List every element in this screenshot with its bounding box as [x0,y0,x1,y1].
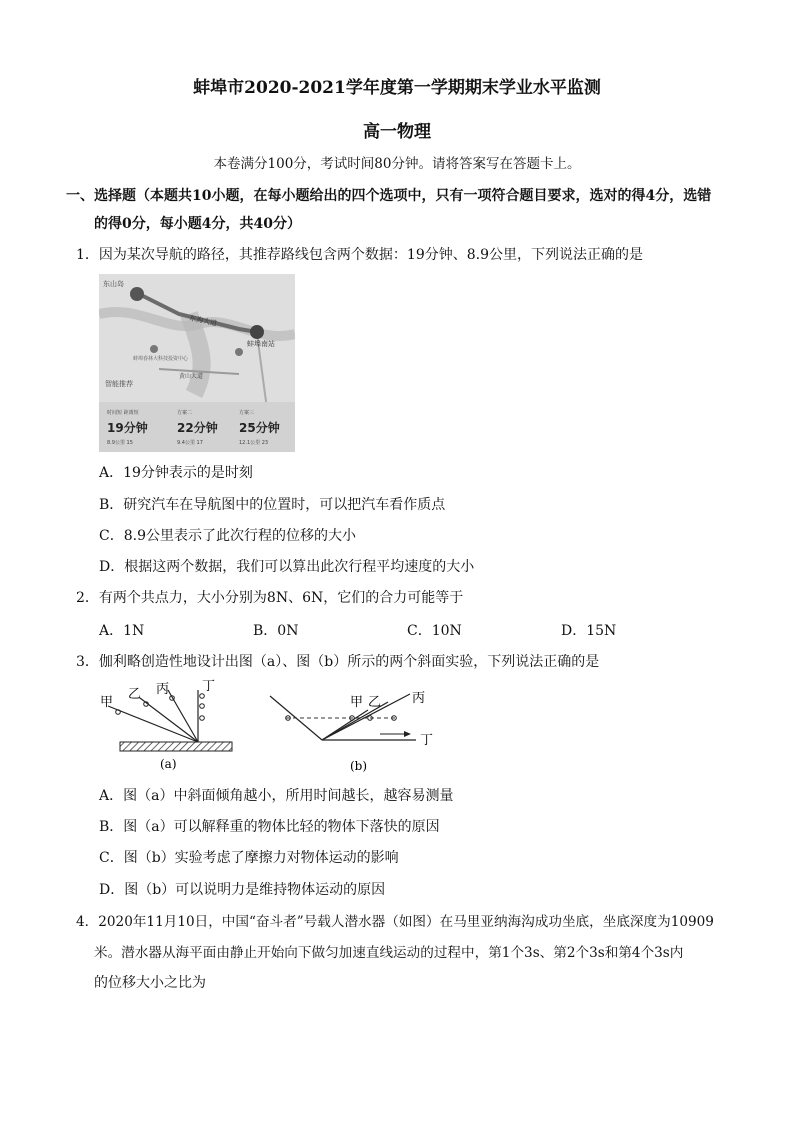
plan2-tag: 方案二 [177,410,193,416]
plan1-tag: 时间短 距离短 [107,410,139,416]
q4-line2: 米。潜水器从海平面由静止开始向下做匀加速直线运动的过程中，第1个3s、第2个3s和第4个3s内 [94,945,684,961]
q2-option-d: D．15N [561,623,617,639]
exam-subtitle: 高一物理 [363,122,431,142]
map-label-road: 东海大道 [188,314,218,328]
label-ding-b: 丁 [420,733,434,748]
plan1-time: 19分钟 [107,421,148,435]
start-pin-icon [130,287,144,301]
plan2-info: 9.4公里 17 [177,440,203,446]
plan2-time: 22分钟 [177,421,218,435]
poi-marker-icon-2 [235,348,243,356]
map-label-start: 东山岛 [103,280,124,288]
q4-line1: 4．2020年11月10日，中国“奋斗者”号载人潜水器（如图）在马里亚纳海沟成功坐底，坐底深度为10909 [76,914,714,930]
section-heading-line2: 的得0分，每小题4分，共40分） [94,216,301,232]
q4-line3: 的位移大小之比为 [94,975,206,991]
q3-option-a: A．图（a）中斜面倾角越小，所用时间越长，越容易测量 [99,788,454,804]
caption-b: (b) [350,759,368,773]
section-heading-line1: 一、选择题（本题共10小题，在每小题给出的四个选项中，只有一项符合题目要求，选对的得4分，选错 [66,188,712,204]
plan3-time: 25分钟 [239,421,280,435]
navigation-map-figure [99,274,295,452]
q2-stem: 2．有两个共点力，大小分别为8N、6N，它们的合力可能等于 [76,590,464,606]
map-label-poi2: 黄山大道 [179,373,204,380]
poi-marker-icon [150,345,158,353]
exam-note: 本卷满分100分，考试时间80分钟。请将答案写在答题卡上。 [213,156,581,172]
q2-option-b: B．0N [253,623,299,639]
label-bing-a: 丙 [156,682,170,697]
q2-option-a: A．1N [99,623,145,639]
destination-pin-icon [250,325,264,339]
plan1-info: 8.9公里 15 [107,440,133,446]
incline-jia-b [322,710,368,740]
q1-option-b: B．研究汽车在导航图中的位置时，可以把汽车看作质点 [99,497,446,513]
exam-title: 蚌埠市2020-2021学年度第一学期期末学业水平监测 [193,78,601,98]
label-yi-a: 乙 [128,687,142,702]
plan3-info: 12.1公里 23 [239,440,269,446]
q3-option-c: C．图（b）实验考虑了摩擦力对物体运动的影响 [99,850,399,866]
incline-bing-b [322,694,410,740]
q1-option-a: A．19分钟表示的是时刻 [99,465,253,481]
label-yi-b: 乙 [368,695,382,710]
map-label-recommend: 智能推荐 [105,380,133,388]
label-ding-a: 丁 [202,679,216,694]
incline-bing-a [168,690,198,742]
label-bing-b: 丙 [412,691,426,706]
q1-option-d: D．根据这两个数据，我们可以算出此次行程平均速度的大小 [99,559,475,575]
map-label-poi1: 蚌埠春林大科技投资中心 [133,356,189,362]
incline-jia-a [108,706,198,742]
q1-stem: 1．因为某次导航的路径，其推荐路线包含两个数据：19分钟、8.9公里，下列说法正确的是 [76,247,643,263]
q2-option-c: C．10N [407,623,462,639]
q3-stem: 3．伽利略创造性地设计出图（a）、图（b）所示的两个斜面实验，下列说法正确的是 [76,654,600,670]
q3-option-d: D．图（b）可以说明力是维持物体运动的原因 [99,882,386,898]
label-jia-a: 甲 [100,695,114,710]
label-jia-b: 甲 [350,695,364,710]
plan3-tag: 方案三 [239,410,255,416]
incline-experiment-svg [98,676,444,780]
navigation-map-svg [99,274,295,452]
q3-option-b: B．图（a）可以解释重的物体比轻的物体下落快的原因 [99,819,440,835]
incline-experiment-figure [98,676,444,780]
q1-option-c: C．8.9公里表示了此次行程的位移的大小 [99,528,356,544]
ground-base-a [120,742,232,751]
motion-arrow-icon [404,731,411,737]
caption-a: (a) [160,757,177,771]
map-label-destination: 蚌埠南站 [247,340,275,348]
